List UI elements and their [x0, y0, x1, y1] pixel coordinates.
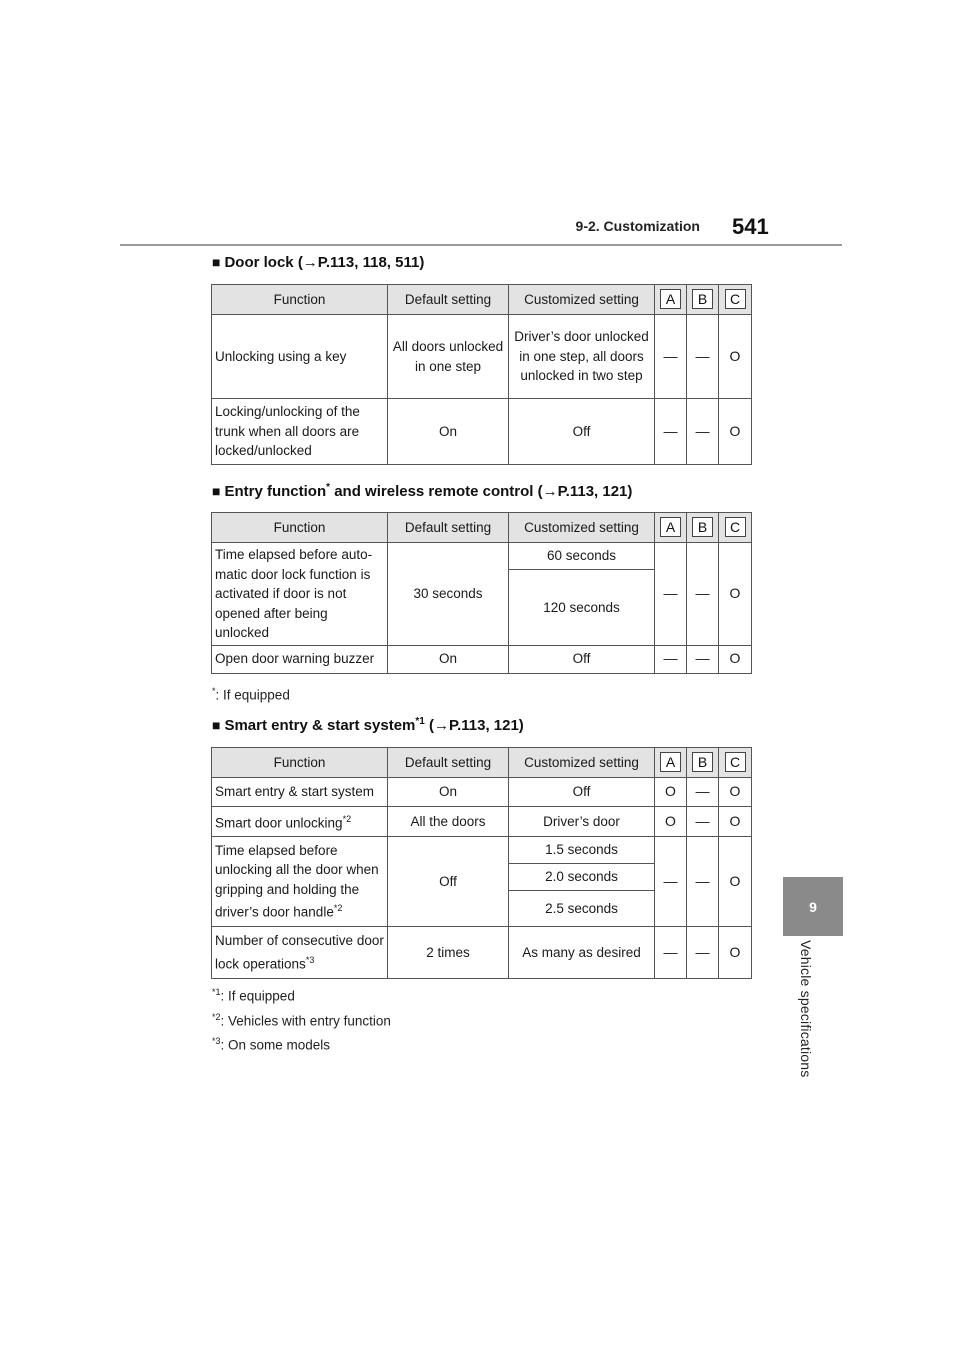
customized-cell: Off — [509, 645, 655, 673]
customized-cell: 1.5 seconds — [509, 837, 655, 864]
function-sup: *2 — [333, 903, 343, 914]
smart-title-part1: Smart entry & start system — [224, 717, 416, 734]
default-cell: On — [388, 645, 509, 673]
function-cell: Open door warning buzzer — [212, 645, 388, 673]
c-cell: O — [719, 399, 752, 465]
table-header-row — [212, 513, 752, 543]
b-cell: — — [687, 837, 719, 927]
a-cell: — — [655, 645, 687, 673]
footnote-mark: *3 — [212, 1036, 221, 1046]
c-cell: O — [719, 837, 752, 927]
column-a-header — [655, 285, 687, 315]
b-cell: — — [687, 399, 719, 465]
smart-footnote-2 — [212, 1012, 391, 1029]
customized-cell: Off — [509, 778, 655, 807]
entry-function-table — [211, 512, 752, 674]
b-letter-icon: B — [692, 752, 713, 772]
door-lock-title-text: Door lock (→P.113, 118, 511) — [224, 254, 425, 271]
customized-cell: As many as desired — [509, 927, 655, 979]
table-row — [212, 778, 752, 807]
function-text: Smart door unlocking — [215, 815, 343, 831]
column-a-header — [655, 748, 687, 778]
smart-title-sup: *1 — [415, 716, 425, 727]
door-lock-table — [211, 284, 752, 465]
header-rule — [120, 244, 842, 246]
table-row — [212, 645, 752, 673]
function-cell: Smart entry & start system — [212, 778, 388, 807]
footnote-text: : On some models — [220, 1037, 331, 1053]
a-cell: O — [655, 807, 687, 837]
table-row — [212, 399, 752, 465]
default-header: Default setting — [388, 748, 509, 778]
a-cell: — — [655, 315, 687, 399]
square-bullet-icon: ■ — [212, 254, 221, 270]
customized-cell: 60 seconds — [509, 543, 655, 570]
smart-title-part2: (→P.113, 121) — [424, 717, 524, 734]
a-cell: — — [655, 399, 687, 465]
function-cell — [212, 837, 388, 927]
footnote-text: : If equipped — [220, 988, 295, 1004]
function-cell: Locking/unlocking of the trunk when all doors are locked/unlocked — [212, 399, 388, 465]
default-header: Default setting — [388, 285, 509, 315]
customized-cell: Driver’s door — [509, 807, 655, 837]
a-cell: O — [655, 778, 687, 807]
footnote-mark: *2 — [212, 1012, 221, 1022]
entry-title-sup: * — [326, 482, 331, 493]
entry-footnote — [212, 686, 290, 703]
function-cell — [212, 807, 388, 837]
customized-cell: Driver’s door unlocked in one step, all doors unlocked in two step — [509, 315, 655, 399]
chapter-label: Vehicle specifications — [798, 940, 814, 1078]
customized-cell: 2.0 seconds — [509, 864, 655, 891]
footnote-text: : Vehicles with entry function — [220, 1013, 391, 1029]
c-cell: O — [719, 315, 752, 399]
column-c-header — [719, 513, 752, 543]
chapter-tab[interactable]: 9 — [783, 877, 843, 936]
customized-cell: Off — [509, 399, 655, 465]
function-header: Function — [212, 513, 388, 543]
smart-entry-table — [211, 747, 752, 979]
b-cell: — — [687, 543, 719, 646]
function-cell — [212, 927, 388, 979]
b-cell: — — [687, 645, 719, 673]
b-cell: — — [687, 778, 719, 807]
a-letter-icon: A — [660, 289, 681, 309]
column-c-header — [719, 748, 752, 778]
b-cell: — — [687, 927, 719, 979]
table-row — [212, 927, 752, 979]
customized-header: Customized setting — [509, 748, 655, 778]
c-cell: O — [719, 778, 752, 807]
default-cell: On — [388, 399, 509, 465]
a-letter-icon: A — [660, 752, 681, 772]
table-row — [212, 837, 752, 864]
c-cell: O — [719, 807, 752, 837]
function-sup: *2 — [342, 814, 352, 824]
b-letter-icon: B — [692, 517, 713, 537]
function-text: Number of consecutive door lock operations — [215, 933, 384, 972]
customized-header: Customized setting — [509, 285, 655, 315]
function-header: Function — [212, 285, 388, 315]
default-cell: Off — [388, 837, 509, 927]
c-cell: O — [719, 927, 752, 979]
b-cell: — — [687, 807, 719, 837]
a-cell: — — [655, 837, 687, 927]
entry-title-part1: Entry function — [224, 483, 327, 500]
b-cell: — — [687, 315, 719, 399]
a-letter-icon: A — [660, 517, 681, 537]
a-cell: — — [655, 927, 687, 979]
c-letter-icon: C — [725, 289, 746, 309]
table-row — [212, 315, 752, 399]
smart-footnote-3 — [212, 1036, 330, 1053]
table-row — [212, 543, 752, 570]
b-letter-icon: B — [692, 289, 713, 309]
square-bullet-icon: ■ — [212, 717, 221, 733]
footnote-text: : If equipped — [215, 687, 290, 703]
footnote-mark: *1 — [212, 987, 221, 997]
customized-header: Customized setting — [509, 513, 655, 543]
smart-entry-title — [212, 716, 524, 734]
c-cell: O — [719, 645, 752, 673]
function-sup: *3 — [305, 954, 315, 965]
column-b-header — [687, 285, 719, 315]
default-cell: All doors unlocked in one step — [388, 315, 509, 399]
column-c-header — [719, 285, 752, 315]
function-cell: Time elapsed before auto-matic door lock function is activated if door is not opened after being unlocked — [212, 543, 388, 646]
entry-title-part2: and wireless remote control (→P.113, 121) — [330, 483, 633, 500]
column-a-header — [655, 513, 687, 543]
default-cell: 2 times — [388, 927, 509, 979]
entry-function-title — [212, 482, 632, 500]
function-cell: Unlocking using a key — [212, 315, 388, 399]
smart-footnote-1 — [212, 987, 295, 1004]
a-cell: — — [655, 543, 687, 646]
footnote-mark: * — [212, 686, 216, 696]
c-letter-icon: C — [725, 517, 746, 537]
c-cell: O — [719, 543, 752, 646]
default-cell: On — [388, 778, 509, 807]
customized-cell: 2.5 seconds — [509, 891, 655, 927]
door-lock-title — [212, 254, 424, 271]
default-cell: All the doors — [388, 807, 509, 837]
section-header: 9-2. Customization — [575, 218, 700, 234]
customized-cell: 120 seconds — [509, 570, 655, 645]
function-header: Function — [212, 748, 388, 778]
square-bullet-icon: ■ — [212, 483, 221, 499]
c-letter-icon: C — [725, 752, 746, 772]
table-header-row — [212, 748, 752, 778]
default-cell: 30 seconds — [388, 543, 509, 646]
column-b-header — [687, 748, 719, 778]
column-b-header — [687, 513, 719, 543]
page-number: 541 — [732, 214, 769, 239]
default-header: Default setting — [388, 513, 509, 543]
table-header-row — [212, 285, 752, 315]
table-row — [212, 807, 752, 837]
function-text: Time elapsed before unlocking all the door when gripping and holding the driver’s door handle — [215, 842, 379, 920]
